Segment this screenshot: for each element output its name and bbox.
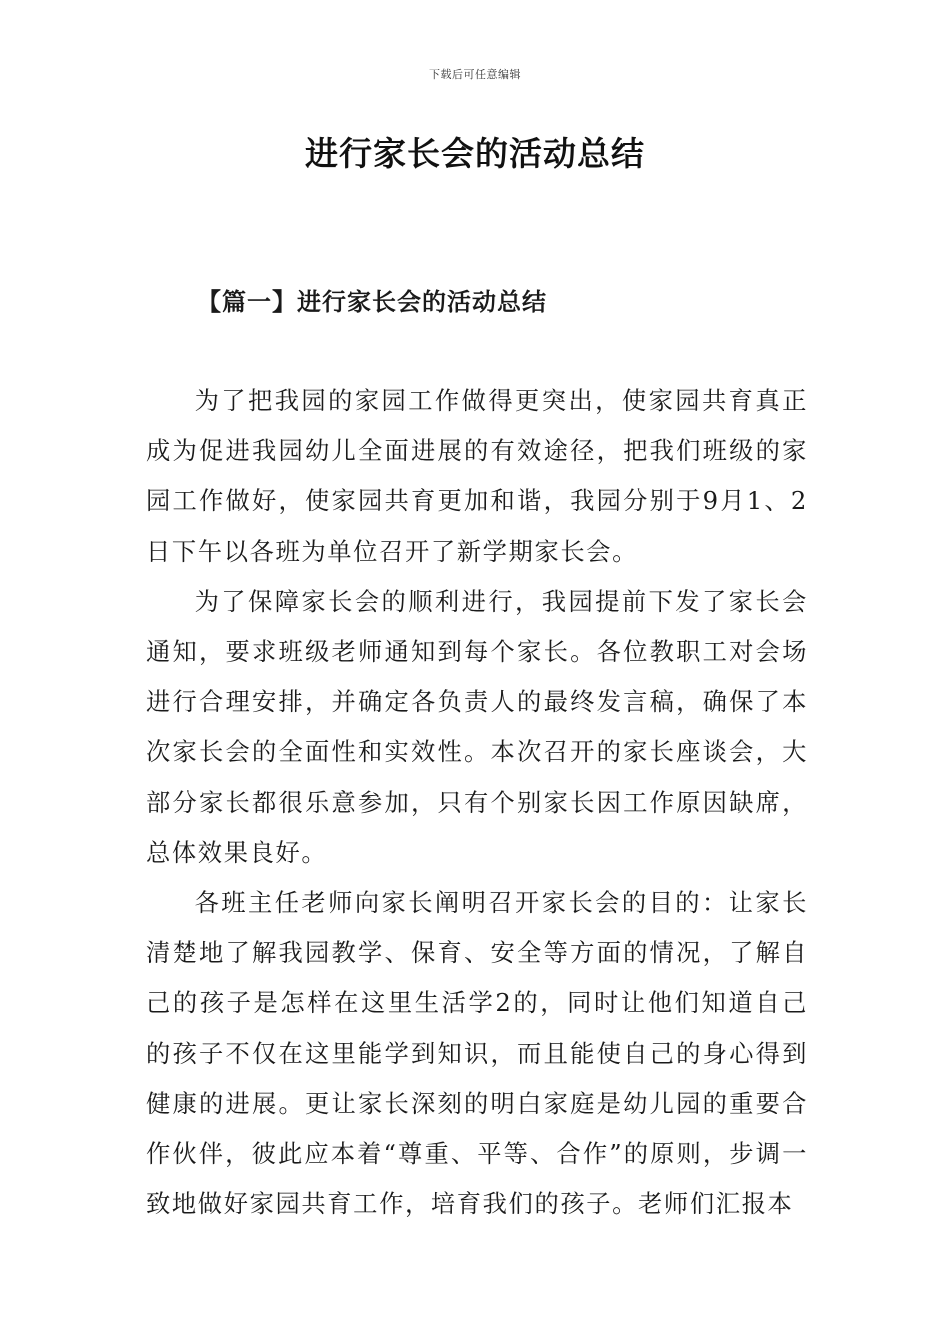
document-title: 进行家长会的活动总结 xyxy=(305,134,645,173)
paragraph-2: 为了保障家长会的顺利进行，我园提前下发了家长会通知，要求班级老师通知到每个家长。各位教职工对会场进行合理安排，并确定各负责人的最终发言稿，确保了本次家长会的全面性和实效性。本次召开的家长座谈会，大部分家长都很乐意参加，只有个别家长因工作原因缺席，总体效果良好。 xyxy=(146,586,808,867)
section-heading: 【篇一】进行家长会的活动总结 xyxy=(197,287,547,316)
paragraph-1: 为了把我园的家园工作做得更突出，使家园共育真正成为促进我园幼儿全面进展的有效途径，把我们班级的家园工作做好，使家园共育更加和谐，我园分别于9月1、2日下午以各班为单位召开了新学期家长会。 xyxy=(146,386,808,566)
paragraph-3: 各班主任老师向家长阐明召开家长会的目的：让家长清楚地了解我园教学、保育、安全等方面的情况，了解自己的孩子是怎样在这里生活学2的，同时让他们知道自己的孩子不仅在这里能学到知识，而且能使自己的身心得到健康的进展。更让家长深刻的明白家庭是幼儿园的重要合作伙伴，彼此应本着“尊重、平等、合作”的原则，步调一致地做好家园共育工作，培育我们的孩子。老师们汇报本 xyxy=(146,888,808,1219)
body-text xyxy=(146,376,808,1229)
header-note: 下载后可任意编辑 xyxy=(429,68,521,81)
